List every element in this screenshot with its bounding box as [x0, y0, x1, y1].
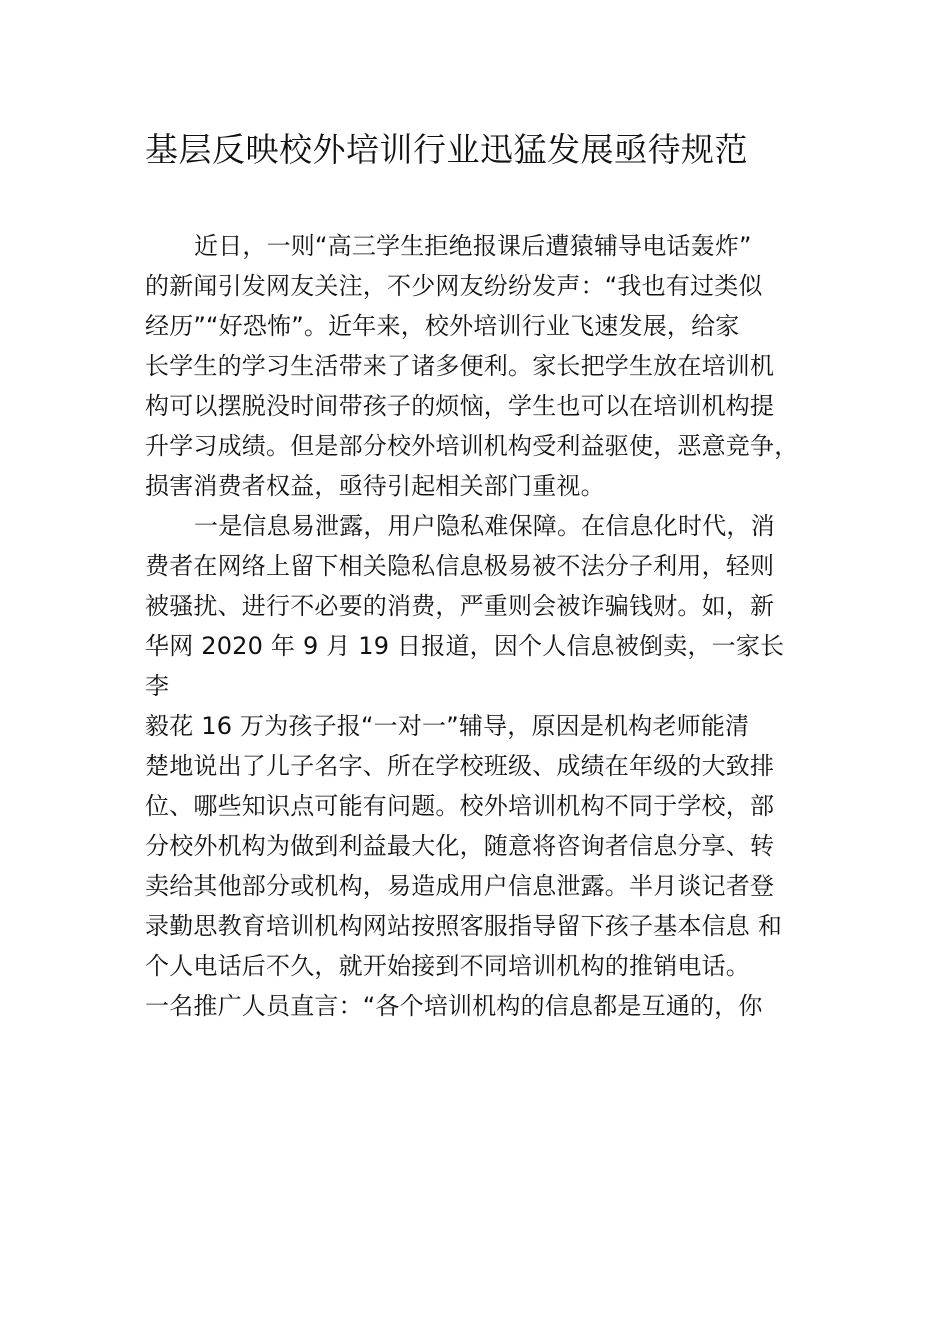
paragraph-3-line-6: 录勤思教育培训机构网站按照客服指导留下孩子基本信息 和: [145, 912, 783, 940]
document-body: [145, 226, 815, 1026]
paragraph-3-line-7: 个人电话后不久，就开始接到不同培训机构的推销电话。: [145, 952, 750, 980]
paragraph-3-line-8: 一名推广人员直言：“各个培训机构的信息都是互通的，你: [145, 992, 763, 1020]
paragraph-1-line-1: 近日，一则“高三学生拒绝报课后遭猿辅导电话轰炸”: [194, 232, 752, 260]
paragraph-2-line-1: 一是信息易泄露，用户隐私难保障。在信息化时代，消: [194, 512, 775, 540]
paragraph-3-line-4: 分校外机构为做到利益最大化，随意将咨询者信息分享、转: [145, 832, 775, 860]
paragraph-1-line-4: 长学生的学习生活带来了诸多便利。家长把学生放在培训机: [145, 352, 775, 380]
paragraph-3-line-5: 卖给其他部分或机构，易造成用户信息泄露。半月谈记者登: [145, 872, 775, 900]
paragraph-3-line-2: 楚地说出了儿子名字、所在学校班级、成绩在年级的大致排: [145, 752, 775, 780]
paragraph-1-line-2: 的新闻引发网友关注，不少网友纷纷发声：“我也有过类似: [145, 272, 763, 300]
paragraph-1-line-7: 损害消费者权益，亟待引起相关部门重视。: [145, 472, 605, 500]
paragraph-2-line-4: 华网 2020 年 9 月 19 日报道，因个人信息被倒卖，一家长: [145, 632, 785, 660]
paragraph-1-line-5: 构可以摆脱没时间带孩子的烦恼，学生也可以在培训机构提: [145, 392, 775, 420]
paragraph-3-line-3: 位、哪些知识点可能有问题。校外培训机构不同于学校，部: [145, 792, 775, 820]
paragraph-1-line-6: 升学习成绩。但是部分校外培训机构受利益驱使，恶意竞争，: [145, 432, 799, 460]
paragraph-1-line-3: 经历”“好恐怖”。近年来，校外培训行业飞速发展，给家: [145, 312, 740, 340]
document-title: 基层反映校外培训行业迅猛发展亟待规范: [145, 130, 748, 169]
paragraph-2-line-2: 费者在网络上留下相关隐私信息极易被不法分子利用，轻则: [145, 552, 775, 580]
paragraph-3-line-1: 毅花 16 万为孩子报“一对一”辅导，原因是机构老师能清: [145, 712, 750, 740]
paragraph-2-line-3: 被骚扰、进行不必要的消费，严重则会被诈骗钱财。如，新: [145, 592, 775, 620]
paragraph-2-line-5: 李: [145, 672, 170, 700]
